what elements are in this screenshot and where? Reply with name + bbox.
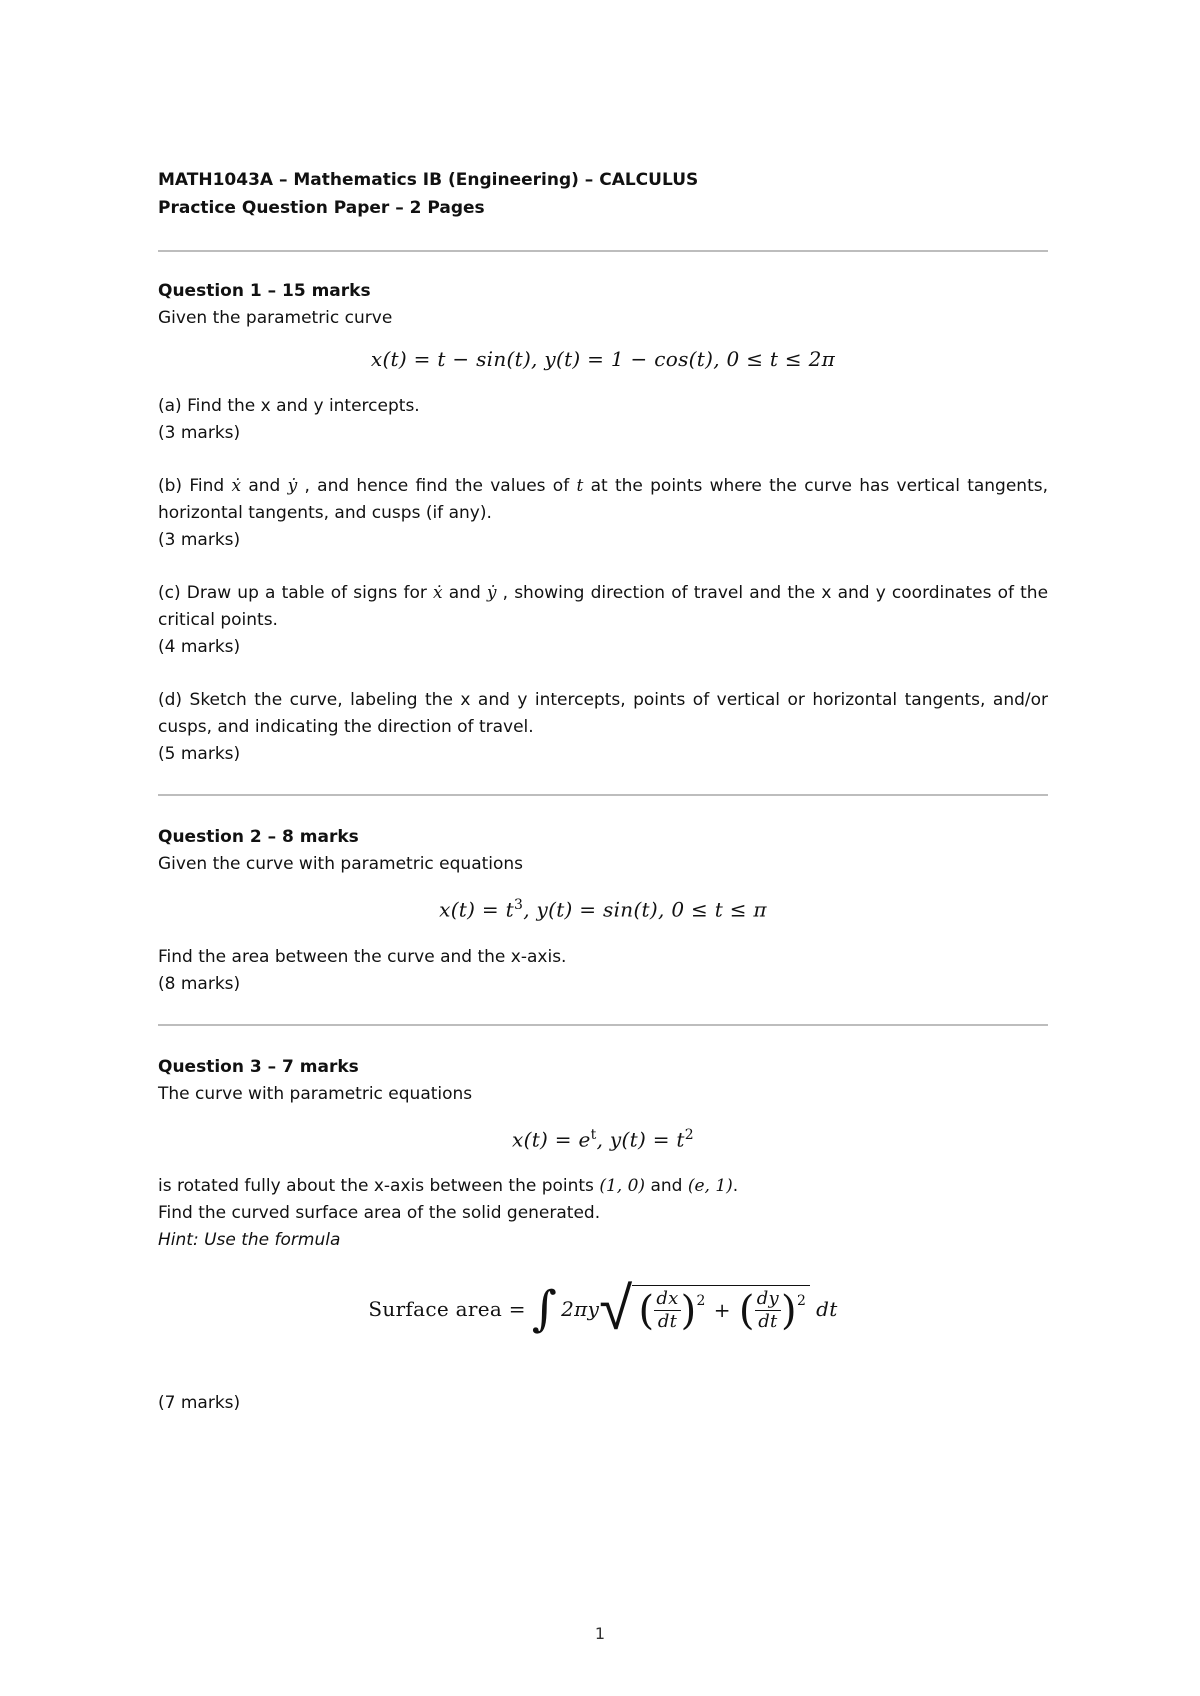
square-exponent: 2 xyxy=(796,1293,807,1310)
question-2 xyxy=(158,824,1048,998)
q3-eq-x: x(t) = e xyxy=(512,1127,591,1152)
content xyxy=(158,166,1048,1417)
point-1: (1, 0) xyxy=(599,1176,646,1197)
question-3-text-2: Find the curved surface area of the solid generated. xyxy=(158,1203,601,1224)
sqrt-icon: √ xyxy=(599,1274,633,1345)
y-dot-symbol: ẏ xyxy=(287,476,298,496)
question-3-heading: Question 3 – 7 marks xyxy=(158,1056,359,1077)
part-d-marks: (5 marks) xyxy=(158,744,241,764)
plus-sign: + xyxy=(713,1298,731,1323)
paper-subtitle: Practice Question Paper – 2 Pages xyxy=(158,198,485,218)
q3-text-end: . xyxy=(732,1176,739,1197)
question-3-marks: (7 marks) xyxy=(158,1393,241,1414)
q3-eq-y-exponent: 2 xyxy=(684,1126,694,1143)
paren-open: ( xyxy=(638,1287,655,1334)
part-c-text-2: , showing direction of travel and the x and y coordinates of the critical points. xyxy=(158,583,1049,630)
question-1-equation: x(t) = t − sin(t), y(t) = 1 − cos(t), 0 ≤ t ≤ 2π xyxy=(370,347,836,371)
t-symbol: t xyxy=(576,476,584,496)
dt: dt xyxy=(758,1311,778,1333)
paren-close: ) xyxy=(781,1287,797,1334)
question-1 xyxy=(158,278,1048,768)
q2-eq-rest: , y(t) = sin(t), 0 ≤ t ≤ π xyxy=(523,897,767,922)
hint: Hint: Use the formula xyxy=(158,1230,341,1251)
paren-open: ( xyxy=(738,1287,755,1334)
part-b-text xyxy=(158,473,1048,527)
question-3-equation xyxy=(158,1122,1048,1154)
formula-dt: dt xyxy=(816,1296,838,1321)
x-dot-symbol: ẋ xyxy=(231,476,242,496)
part-b-text-1: (b) Find xyxy=(158,476,225,496)
dx: dx xyxy=(656,1288,679,1310)
y-dot-symbol: ẏ xyxy=(486,583,497,603)
question-2-intro: Given the curve with parametric equations xyxy=(158,854,524,874)
sqrt-body xyxy=(632,1285,810,1333)
question-2-text: Find the area between the curve and the x-axis. xyxy=(158,946,567,967)
question-2-equation xyxy=(158,892,1048,924)
q2-eq-x: x(t) = t xyxy=(439,897,514,922)
part-b-text-3: at the points where the curve has vertical tangents, horizontal tangents, and cusps (if any). xyxy=(158,476,1048,523)
dy: dy xyxy=(756,1288,780,1310)
q3-eq-y: , y(t) = t xyxy=(596,1127,685,1152)
x-dot-symbol: ẋ xyxy=(433,583,443,603)
question-1-heading: Question 1 – 15 marks xyxy=(158,281,371,301)
q3-text-1: is rotated fully about the x-axis between the points xyxy=(158,1176,594,1197)
surface-area-formula xyxy=(158,1264,1048,1354)
question-3 xyxy=(158,1054,1048,1418)
part-c-text-1: (c) Draw up a table of signs for xyxy=(158,583,427,603)
part-c-marks: (4 marks) xyxy=(158,637,241,657)
q3-eq-x-exponent: t xyxy=(590,1126,597,1143)
part-b-and: and xyxy=(248,476,281,496)
formula-label: Surface area = xyxy=(368,1296,526,1321)
square-exponent: 2 xyxy=(696,1293,706,1310)
part-b-text-2: , and hence find the values of xyxy=(304,476,570,496)
question-1-intro: Given the parametric curve xyxy=(158,308,393,328)
page-number: 1 xyxy=(594,1624,606,1643)
part-a-text: (a) Find the x and y intercepts. xyxy=(158,396,420,416)
part-d-text: (d) Sketch the curve, labeling the x and y intercepts, points of vertical or horizontal tangents, and/or cusps, and indicating the direction of travel. xyxy=(158,690,1048,737)
question-3-intro: The curve with parametric equations xyxy=(158,1083,473,1104)
part-c-and: and xyxy=(448,583,481,603)
question-2-marks: (8 marks) xyxy=(158,973,241,994)
dx-dt-fraction xyxy=(654,1288,680,1333)
part-a-marks: (3 marks) xyxy=(158,423,241,443)
question-3-text-1 xyxy=(158,1173,1048,1200)
integral-sign: ∫ xyxy=(531,1281,558,1338)
part-c-text xyxy=(158,580,1048,634)
q3-text-and: and xyxy=(650,1176,683,1197)
point-2: (e, 1) xyxy=(687,1176,733,1197)
course-title: MATH1043A – Mathematics IB (Engineering) – CALCULUS xyxy=(158,170,699,190)
dy-dt-fraction xyxy=(755,1288,781,1333)
formula-2piy: 2πy xyxy=(561,1296,600,1321)
question-2-heading: Question 2 – 8 marks xyxy=(158,827,359,847)
dt: dt xyxy=(657,1311,678,1333)
part-b-marks: (3 marks) xyxy=(158,530,241,550)
paren-close: ) xyxy=(680,1287,697,1334)
q2-eq-exponent: 3 xyxy=(513,897,524,913)
